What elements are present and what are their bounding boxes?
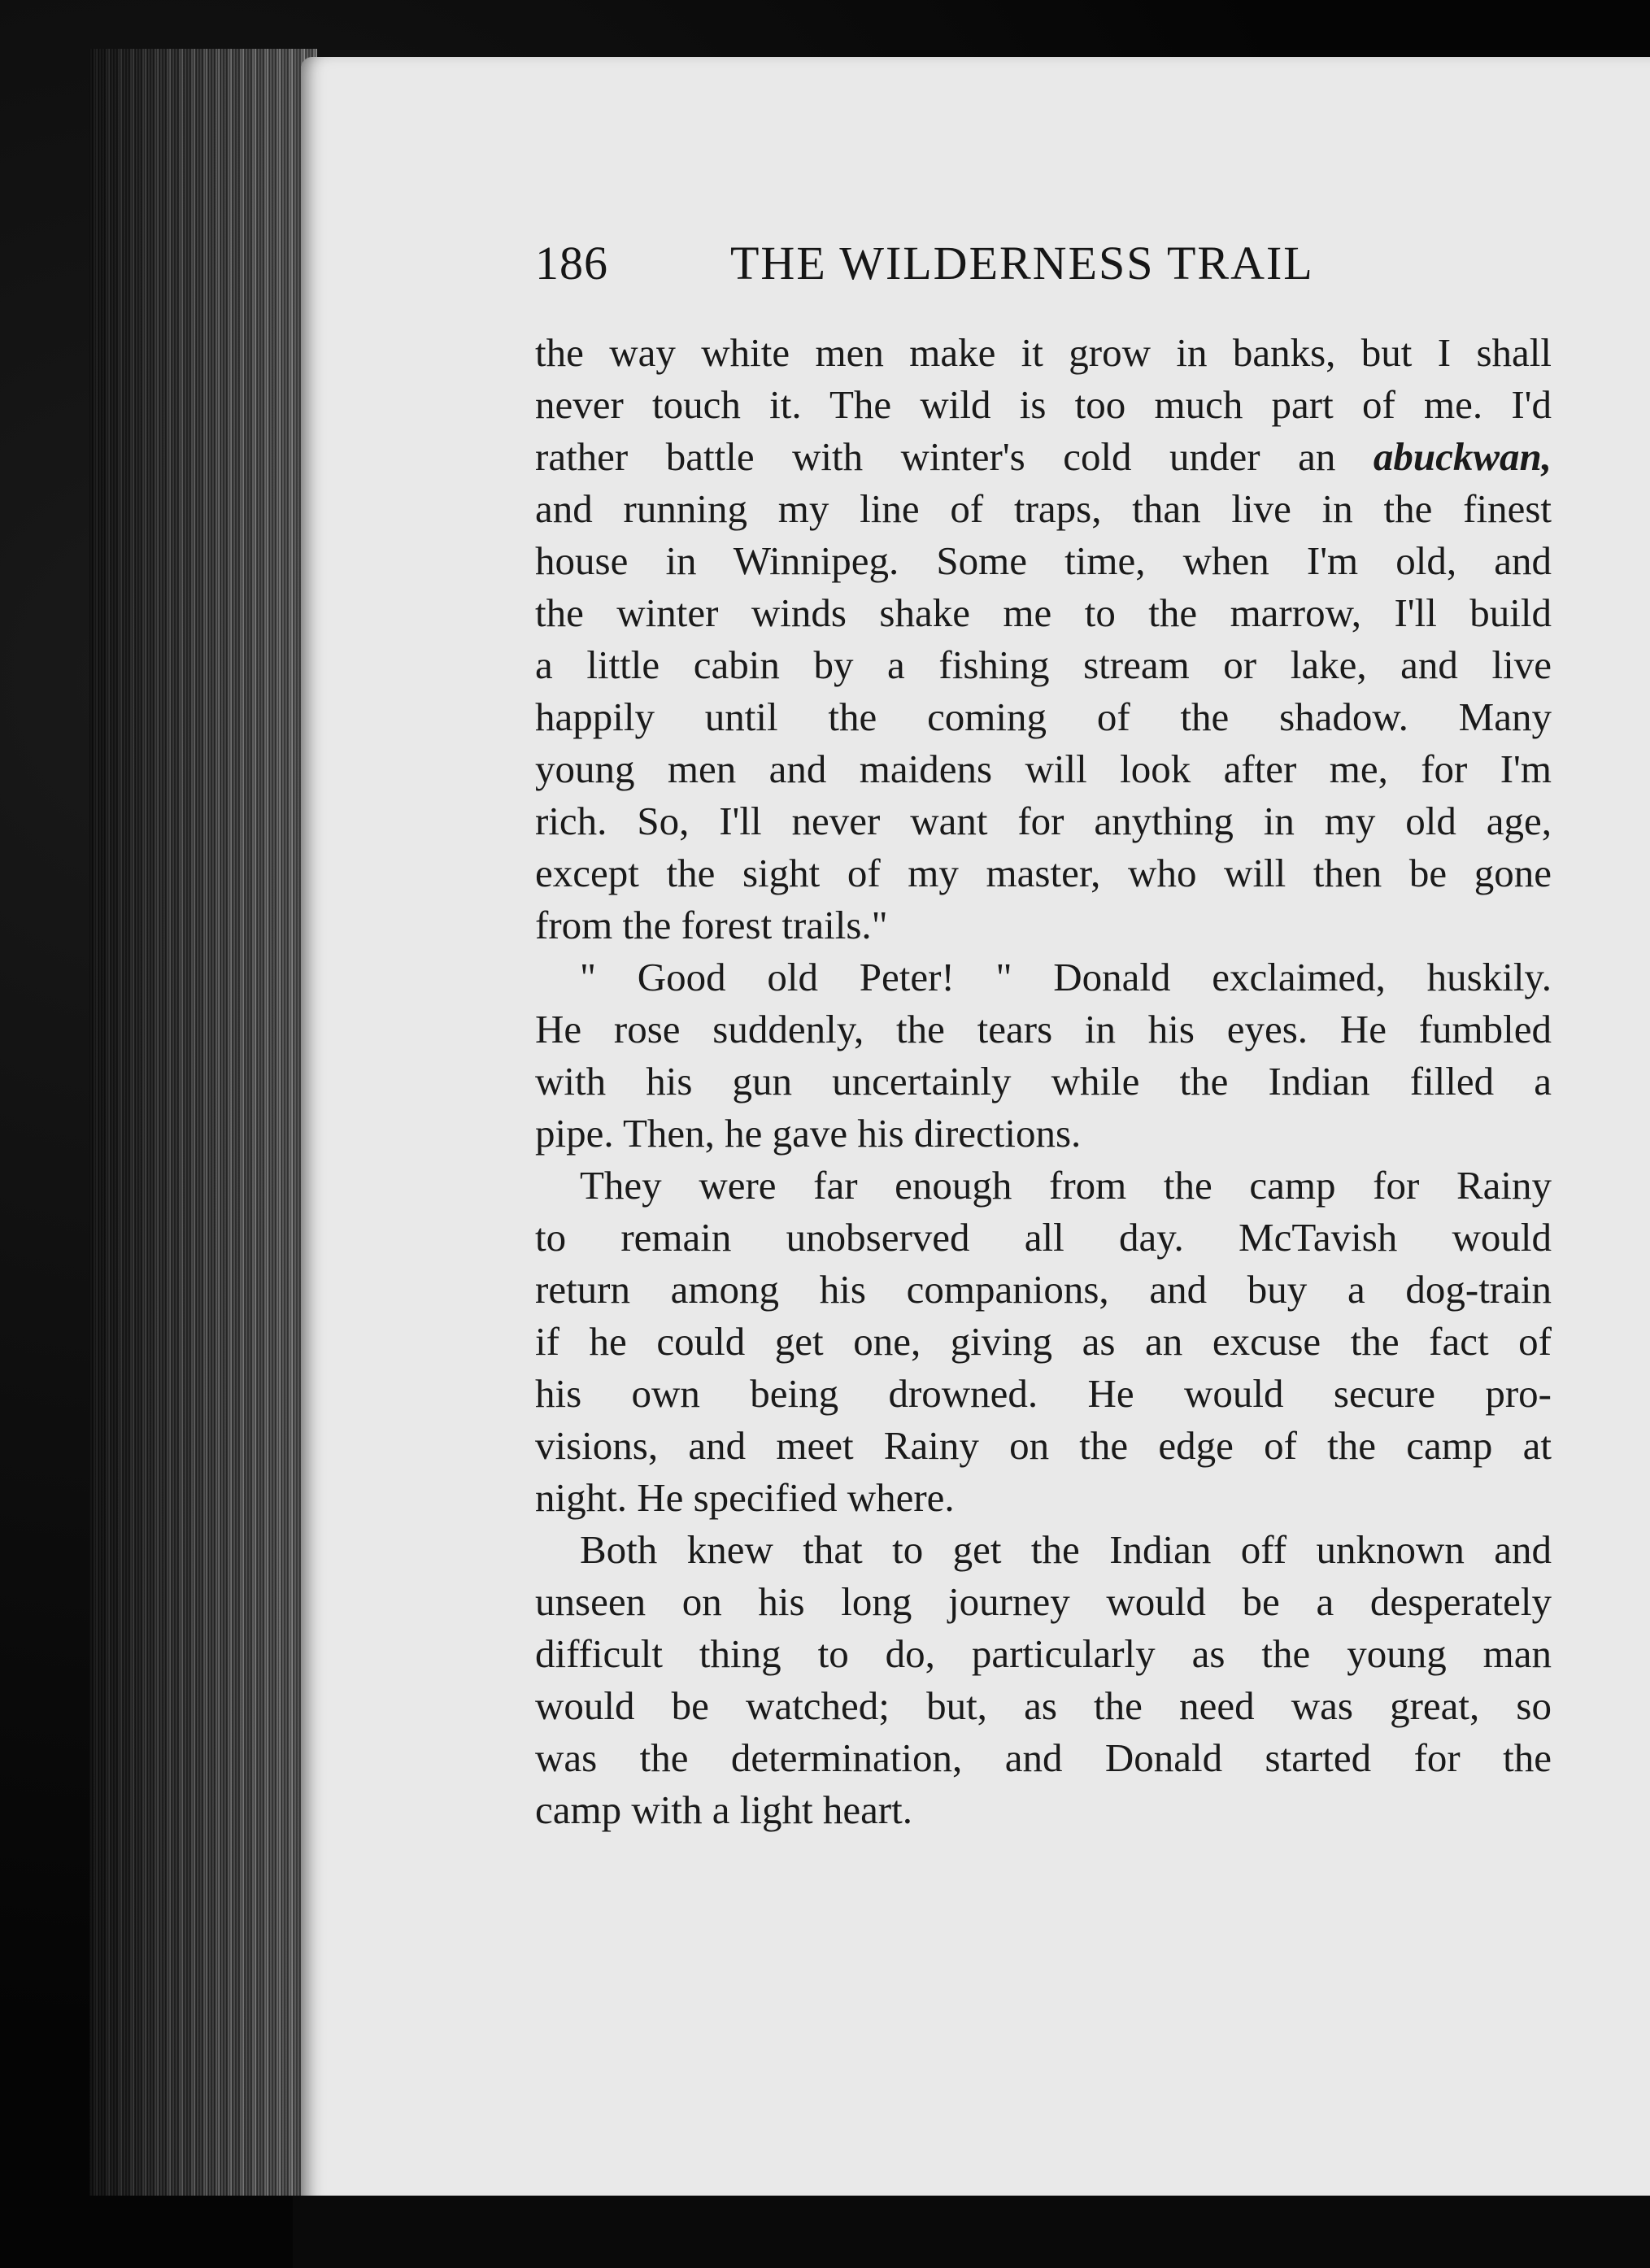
- text-line: return among his companions, and buy a dog-train: [535, 1267, 1552, 1312]
- text-line: young men and maidens will look after me, for I'm: [535, 747, 1552, 791]
- text-line: with his gun uncertainly while the Indian filled a: [535, 1059, 1552, 1104]
- text-line: rich. So, I'll never want for anything in my old age,: [535, 799, 1552, 843]
- text-line: house in Winnipeg. Some time, when I'm old, and: [535, 538, 1552, 583]
- text-line: was the determination, and Donald started for the: [535, 1735, 1552, 1780]
- running-head: [535, 236, 1373, 301]
- text-line: never touch it. The wild is too much part of me. I'd: [535, 382, 1552, 427]
- text-line: except the sight of my master, who will then be gone: [535, 851, 1552, 895]
- text-line: unseen on his long journey would be a desperately: [535, 1579, 1552, 1624]
- text-line: night. He specified where.: [535, 1475, 955, 1520]
- text-line: would be watched; but, as the need was great, so: [535, 1683, 1552, 1728]
- italic-word-abuckwan: abuckwan,: [1373, 434, 1552, 479]
- text-line: a little cabin by a fishing stream or lake, and live: [535, 642, 1552, 687]
- text-line: They were far enough from the camp for Rainy: [580, 1163, 1552, 1208]
- text-line: if he could get one, giving as an excuse the fact of: [535, 1319, 1552, 1364]
- text-line: to remain unobserved all day. McTavish would: [535, 1215, 1552, 1260]
- text-line-start: rather battle with winter's cold under an: [535, 434, 1374, 479]
- text-line: He rose suddenly, the tears in his eyes. He fumbled: [535, 1007, 1552, 1051]
- text-line: from the forest trails.": [535, 903, 888, 947]
- text-line: difficult thing to do, particularly as the young man: [535, 1631, 1552, 1676]
- page-number: 186: [535, 237, 608, 289]
- text-line: happily until the coming of the shadow. Many: [535, 694, 1552, 739]
- text-line: pipe. Then, he gave his directions.: [535, 1111, 1082, 1156]
- page-edge-shadow: [89, 49, 317, 2196]
- text-line: camp with a light heart.: [535, 1787, 912, 1832]
- text-line: [535, 431, 1552, 483]
- scan-bottom-margin: [293, 2196, 1650, 2268]
- text-line: and running my line of traps, than live in the finest: [535, 486, 1552, 531]
- text-line: the way white men make it grow in banks, but I shall: [535, 330, 1552, 375]
- text-line: visions, and meet Rainy on the edge of the camp at: [535, 1423, 1552, 1468]
- body-text: [535, 327, 1552, 1836]
- text-line: Both knew that to get the Indian off unknown and: [580, 1527, 1552, 1572]
- text-line: his own being drowned. He would secure pro-: [535, 1371, 1552, 1416]
- text-line: the winter winds shake me to the marrow, I'll build: [535, 590, 1552, 635]
- running-title: THE WILDERNESS TRAIL: [730, 237, 1314, 289]
- text-line: " Good old Peter! " Donald exclaimed, huskily.: [580, 955, 1552, 999]
